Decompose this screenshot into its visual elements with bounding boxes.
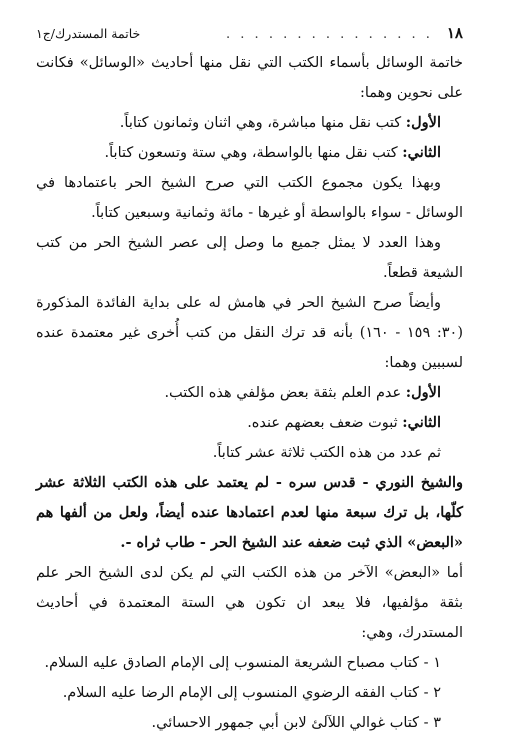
paragraph-margin-note: وأيضاً صرح الشيخ الحر في هامش له على بداية الفائدة المذكورة (٣٠: ١٥٩ - ١٦٠) بأنه قد ترك النقل من كتب أُخرى غير معتمدة عنده لسببين وهما: <box>36 295 464 371</box>
header-dots: . . . . . . . . . . . . . . . <box>226 27 433 42</box>
list-item: ١ - كتاب مصباح الشريعة المنسوب إلى الإمام الصادق عليه السلام. <box>44 655 441 671</box>
paragraph-thirteen: ثم عدد من هذه الكتب ثلاثة عشر كتاباً. <box>212 445 441 461</box>
list-item <box>36 108 463 138</box>
page-number: ١٨ <box>446 24 463 42</box>
item-label: الأول: <box>405 384 441 401</box>
item-label: الثاني: <box>402 144 441 161</box>
running-title: خاتمة المستدرك/ج١ <box>36 26 141 41</box>
item-label: الأول: <box>405 114 441 131</box>
paragraph-intro: خاتمة الوسائل بأسماء الكتب التي نقل منها أحاديث «الوسائل» فكانت على نحوين وهما: <box>36 55 463 101</box>
paragraph-total: وبهذا يكون مجموع الكتب التي صرح الشيخ الحر باعتمادها في الوسائل - سواء بالواسطة أو غيرها - مائة وثمانية وسبعين كتاباً. <box>36 175 463 221</box>
paragraph-count: وهذا العدد لا يمثل جميع ما وصل إلى عصر الشيخ الحر من كتب الشيعة قطعاً. <box>36 235 463 281</box>
item-text: كتب نقل منها بالواسطة، وهي ستة وتسعون كتاباً. <box>104 145 398 161</box>
book-page <box>36 18 464 731</box>
item-text: ثبوت ضعف بعضهم عنده. <box>247 415 398 431</box>
page-header <box>36 18 463 48</box>
item-label: الثاني: <box>402 414 441 431</box>
list-item: ٣ - كتاب غوالي اللآلئ لابن أبي جمهور الاحسائي. <box>151 715 441 731</box>
list-item <box>36 378 463 408</box>
list-item <box>36 408 463 438</box>
paragraph-nouri: والشيخ النوري - قدس سره - لم يعتمد على هذه الكتب الثلاثة عشر كلّها، بل ترك سبعة منها لعدم اعتمادها عنده أيضاً، ولعل من ألفها هم «البعض» الذي ثبت ضعفه عند الشيخ الحر - طاب ثراه -. <box>36 474 463 551</box>
list-item <box>36 138 463 168</box>
item-text: كتب نقل منها مباشرة، وهي اثنان وثمانون كتاباً. <box>119 115 402 131</box>
item-text: عدم العلم بثقة بعض مؤلفي هذه الكتب. <box>164 385 402 401</box>
list-item: ٢ - كتاب الفقه الرضوي المنسوب إلى الإمام الرضا عليه السلام. <box>62 685 441 701</box>
paragraph-remaining: أما «البعض» الآخر من هذه الكتب التي لم يكن لدى الشيخ الحر علم بثقة مؤلفيها، فلا يبعد ان تكون هي الستة المعتمدة في أحاديث المستدرك، وهي: <box>36 565 463 641</box>
